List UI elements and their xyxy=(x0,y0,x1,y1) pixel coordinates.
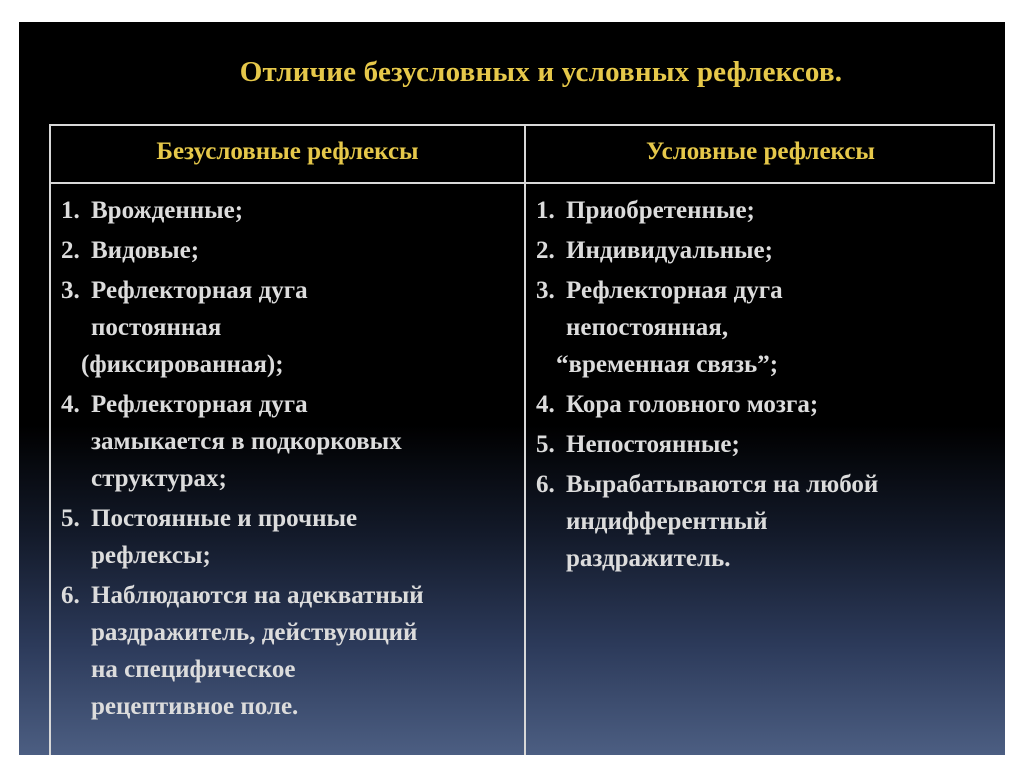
item-number: 2. xyxy=(61,237,80,264)
item-text: раздражитель, действующий xyxy=(91,619,418,646)
list-item xyxy=(61,386,516,497)
item-text: Видовые; xyxy=(91,237,200,264)
header-divider xyxy=(51,182,995,184)
item-text: непостоянная, xyxy=(566,314,729,341)
item-number: 3. xyxy=(536,277,555,304)
item-text: Кора головного мозга; xyxy=(566,391,819,418)
item-number: 1. xyxy=(61,197,80,224)
list-item xyxy=(536,232,991,269)
item-text: Вырабатываются на любой xyxy=(566,471,879,498)
item-number: 5. xyxy=(61,505,80,532)
list-item xyxy=(536,386,991,423)
slide-title: Отличие безусловных и условных рефлексов. xyxy=(239,56,843,88)
list-item xyxy=(536,426,991,463)
item-text: Непостоянные; xyxy=(566,431,740,458)
column-divider xyxy=(524,126,526,755)
item-text: Постоянные и прочные xyxy=(91,505,358,532)
item-number: 5. xyxy=(536,431,555,458)
item-text: структурах; xyxy=(91,465,227,492)
item-text: на специфическое xyxy=(91,656,296,683)
header-unconditioned: Безусловные рефлексы xyxy=(156,138,419,165)
item-text-extra: (фиксированная); xyxy=(81,351,284,378)
item-number: 2. xyxy=(536,237,555,264)
comparison-table xyxy=(49,124,995,755)
item-text: Врожденные; xyxy=(91,197,244,224)
item-text: рефлексы; xyxy=(91,542,211,569)
item-text: замыкается в подкорковых xyxy=(91,428,402,455)
list-item xyxy=(536,192,991,229)
item-number: 4. xyxy=(536,391,555,418)
conditioned-list xyxy=(536,192,991,580)
item-text-extra: “временная связь”; xyxy=(556,351,779,378)
item-text: Рефлекторная дуга xyxy=(91,277,308,304)
item-number: 3. xyxy=(61,277,80,304)
item-text: индифферентный xyxy=(566,508,768,535)
item-number: 6. xyxy=(536,471,555,498)
item-number: 4. xyxy=(61,391,80,418)
header-conditioned: Условные рефлексы xyxy=(646,138,875,165)
list-item xyxy=(536,272,991,383)
unconditioned-list xyxy=(61,192,516,728)
item-text: раздражитель. xyxy=(566,545,731,572)
slide xyxy=(19,22,1005,755)
item-text: Рефлекторная дуга xyxy=(91,391,308,418)
item-number: 6. xyxy=(61,582,80,609)
list-item xyxy=(536,466,991,577)
item-text: рецептивное поле. xyxy=(91,693,299,720)
item-number: 1. xyxy=(536,197,555,224)
list-item xyxy=(61,500,516,574)
item-text: Рефлекторная дуга xyxy=(566,277,783,304)
item-text: постоянная xyxy=(91,314,222,341)
list-item xyxy=(61,272,516,383)
item-text: Приобретенные; xyxy=(566,197,755,224)
list-item xyxy=(61,577,516,725)
item-text: Наблюдаются на адекватный xyxy=(91,582,424,609)
item-text: Индивидуальные; xyxy=(566,237,773,264)
list-item xyxy=(61,192,516,229)
list-item xyxy=(61,232,516,269)
